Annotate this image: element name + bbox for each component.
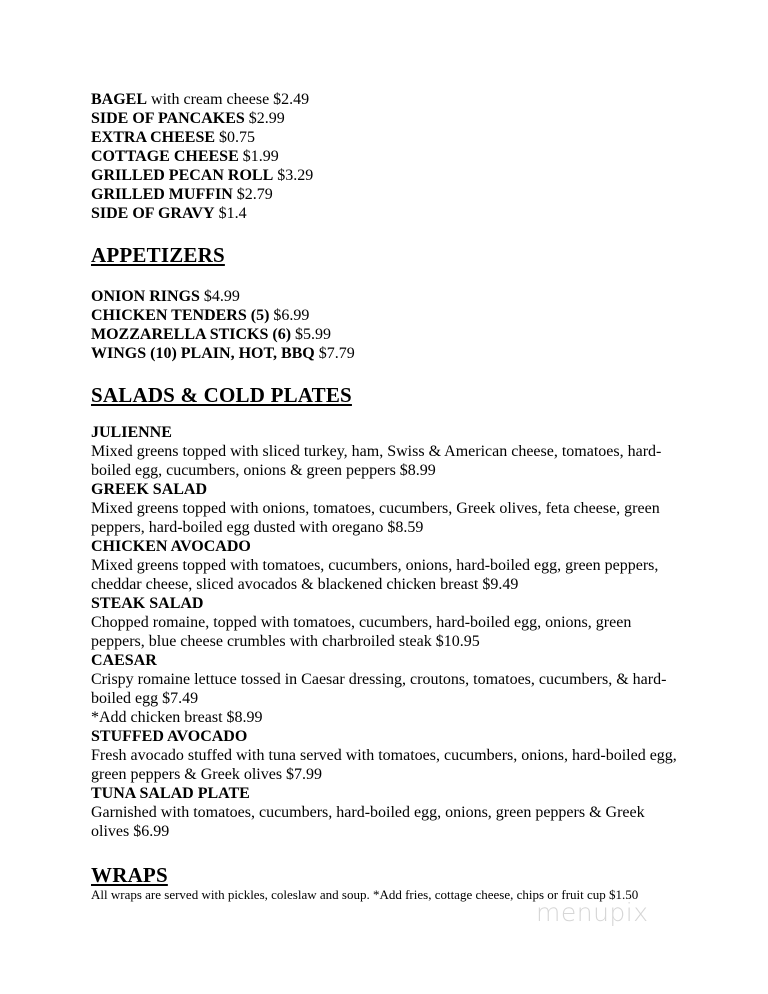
watermark-logo: menupix [536,898,649,927]
salad-description: Mixed greens topped with sliced turkey, ham, Swiss & American cheese, tomatoes, hard-boiled egg, cucumbers, onions & green peppers $8.99 [91,443,662,479]
salad-description: Crispy romaine lettuce tossed in Caesar dressing, croutons, tomatoes, cucumbers, & hard-boiled egg $7.49 [91,671,667,707]
menu-item: EXTRA CHEESE $0.75 [91,129,256,146]
appetizers-list [91,287,691,363]
salad-description: Mixed greens topped with onions, tomatoes, cucumbers, Greek olives, feta cheese, green peppers, hard-boiled egg dusted with oregano $8.59 [91,500,660,536]
breakfast-sides-list [91,90,691,223]
menu-item: WINGS (10) PLAIN, HOT, BBQ $7.79 [91,345,355,362]
wraps-heading: WRAPS [91,863,168,887]
salad-name: TUNA SALAD PLATE [91,785,250,802]
menu-item: GRILLED PECAN ROLL $3.29 [91,167,314,184]
wraps-note: All wraps are served with pickles, coleslaw and soup. *Add fries, cottage cheese, chips or fruit cup $1.50 [91,887,639,902]
salad-name: STUFFED AVOCADO [91,728,248,745]
menu-item: GRILLED MUFFIN $2.79 [91,186,273,203]
salad-description: Mixed greens topped with tomatoes, cucumbers, onions, hard-boiled egg, green peppers, cheddar cheese, sliced avocados & blackened chicken breast $9.49 [91,557,659,593]
menu-item: SIDE OF GRAVY $1.4 [91,205,247,222]
salad-addon: *Add chicken breast $8.99 [91,709,263,726]
menu-item: SIDE OF PANCAKES $2.99 [91,110,285,127]
salad-name: JULIENNE [91,424,172,441]
salad-description: Fresh avocado stuffed with tuna served with tomatoes, cucumbers, onions, hard-boiled egg, green peppers & Greek olives $7.99 [91,747,677,783]
salad-description: Chopped romaine, topped with tomatoes, cucumbers, hard-boiled egg, onions, green peppers, blue cheese crumbles with charbroiled steak $10.95 [91,614,632,650]
menu-item: MOZZARELLA STICKS (6) $5.99 [91,326,332,343]
salad-name: GREEK SALAD [91,481,208,498]
salads-heading: SALADS & COLD PLATES [91,383,352,407]
menu-item: ONION RINGS $4.99 [91,288,240,305]
salad-name: CAESAR [91,652,157,669]
appetizers-heading: APPETIZERS [91,243,225,267]
menu-item: CHICKEN TENDERS (5) $6.99 [91,307,310,324]
salad-description: Garnished with tomatoes, cucumbers, hard-boiled egg, onions, green peppers & Greek olives $6.99 [91,804,645,840]
salad-name: STEAK SALAD [91,595,204,612]
menu-page [91,90,691,903]
salads-list [91,423,691,841]
salad-name: CHICKEN AVOCADO [91,538,251,555]
menu-item: COTTAGE CHEESE $1.99 [91,148,279,165]
menu-item: BAGEL with cream cheese $2.49 [91,91,310,108]
